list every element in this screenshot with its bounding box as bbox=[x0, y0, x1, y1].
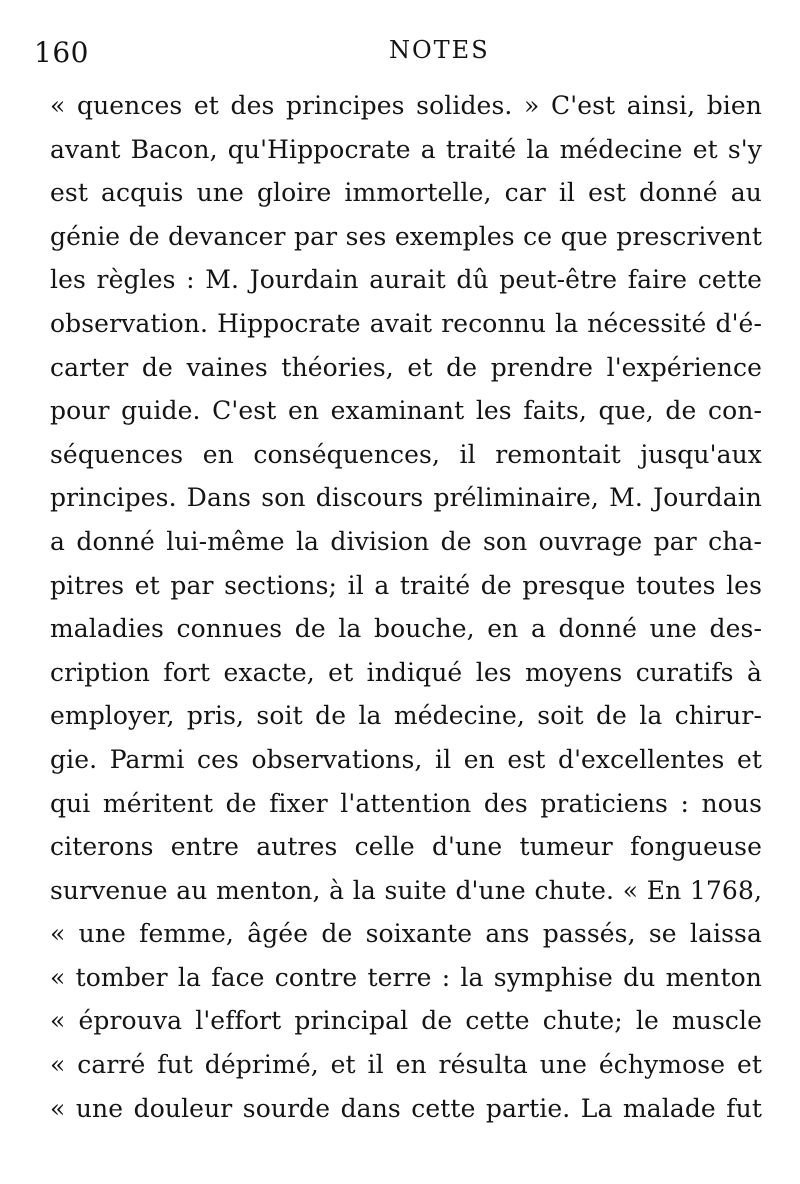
text-line: « tomber la face contre terre : la symphise du menton bbox=[50, 962, 762, 992]
text-line: pour guide. C'est en examinant les faits, que, de con- bbox=[50, 396, 762, 426]
page-number: 160 bbox=[34, 36, 89, 69]
text-line: gie. Parmi ces observations, il en est d'excellentes et bbox=[50, 744, 762, 774]
text-line: observation. Hippocrate avait reconnu la nécessité d'é- bbox=[50, 308, 762, 338]
text-line: maladies connues de la bouche, en a donné une des- bbox=[50, 614, 762, 644]
text-line: est acquis une gloire immortelle, car il est donné au bbox=[50, 178, 762, 208]
text-line: « une douleur sourde dans cette partie. La malade fut bbox=[50, 1093, 762, 1123]
text-line: a donné lui-même la division de son ouvrage par cha- bbox=[50, 526, 762, 556]
text-line: « une femme, âgée de soixante ans passés, se laissa bbox=[50, 919, 762, 949]
text-line: principes. Dans son discours préliminaire, M. Jourdain bbox=[50, 483, 762, 513]
text-line: les règles : M. Jourdain aurait dû peut-être faire cette bbox=[50, 265, 762, 295]
text-line: séquences en conséquences, il remontait jusqu'aux bbox=[50, 439, 762, 469]
text-line: survenue au menton, à la suite d'une chute. « En 1768, bbox=[50, 875, 762, 905]
text-line: génie de devancer par ses exemples ce que prescrivent bbox=[50, 221, 762, 251]
page-header bbox=[34, 28, 774, 78]
text-line: « éprouva l'effort principal de cette chute; le muscle bbox=[50, 1006, 762, 1036]
text-line: « quences et des principes solides. » C'est ainsi, bien bbox=[50, 91, 762, 120]
text-line: pitres et par sections; il a traité de presque toutes les bbox=[50, 570, 762, 600]
text-line: qui méritent de fixer l'attention des praticiens : nous bbox=[50, 788, 762, 818]
text-line: « carré fut déprimé, et il en résulta une échymose et bbox=[50, 1050, 762, 1080]
body-text bbox=[50, 84, 762, 1130]
text-line: carter de vaines théories, et de prendre l'expérience bbox=[50, 352, 762, 382]
text-line: employer, pris, soit de la médecine, soit de la chirur- bbox=[50, 701, 762, 731]
text-line: avant Bacon, qu'Hippocrate a traité la médecine et s'y bbox=[50, 134, 762, 164]
text-line: citerons entre autres celle d'une tumeur fongueuse bbox=[50, 832, 762, 862]
running-head: NOTES bbox=[389, 36, 490, 64]
text-line: cription fort exacte, et indiqué les moyens curatifs à bbox=[50, 657, 762, 687]
